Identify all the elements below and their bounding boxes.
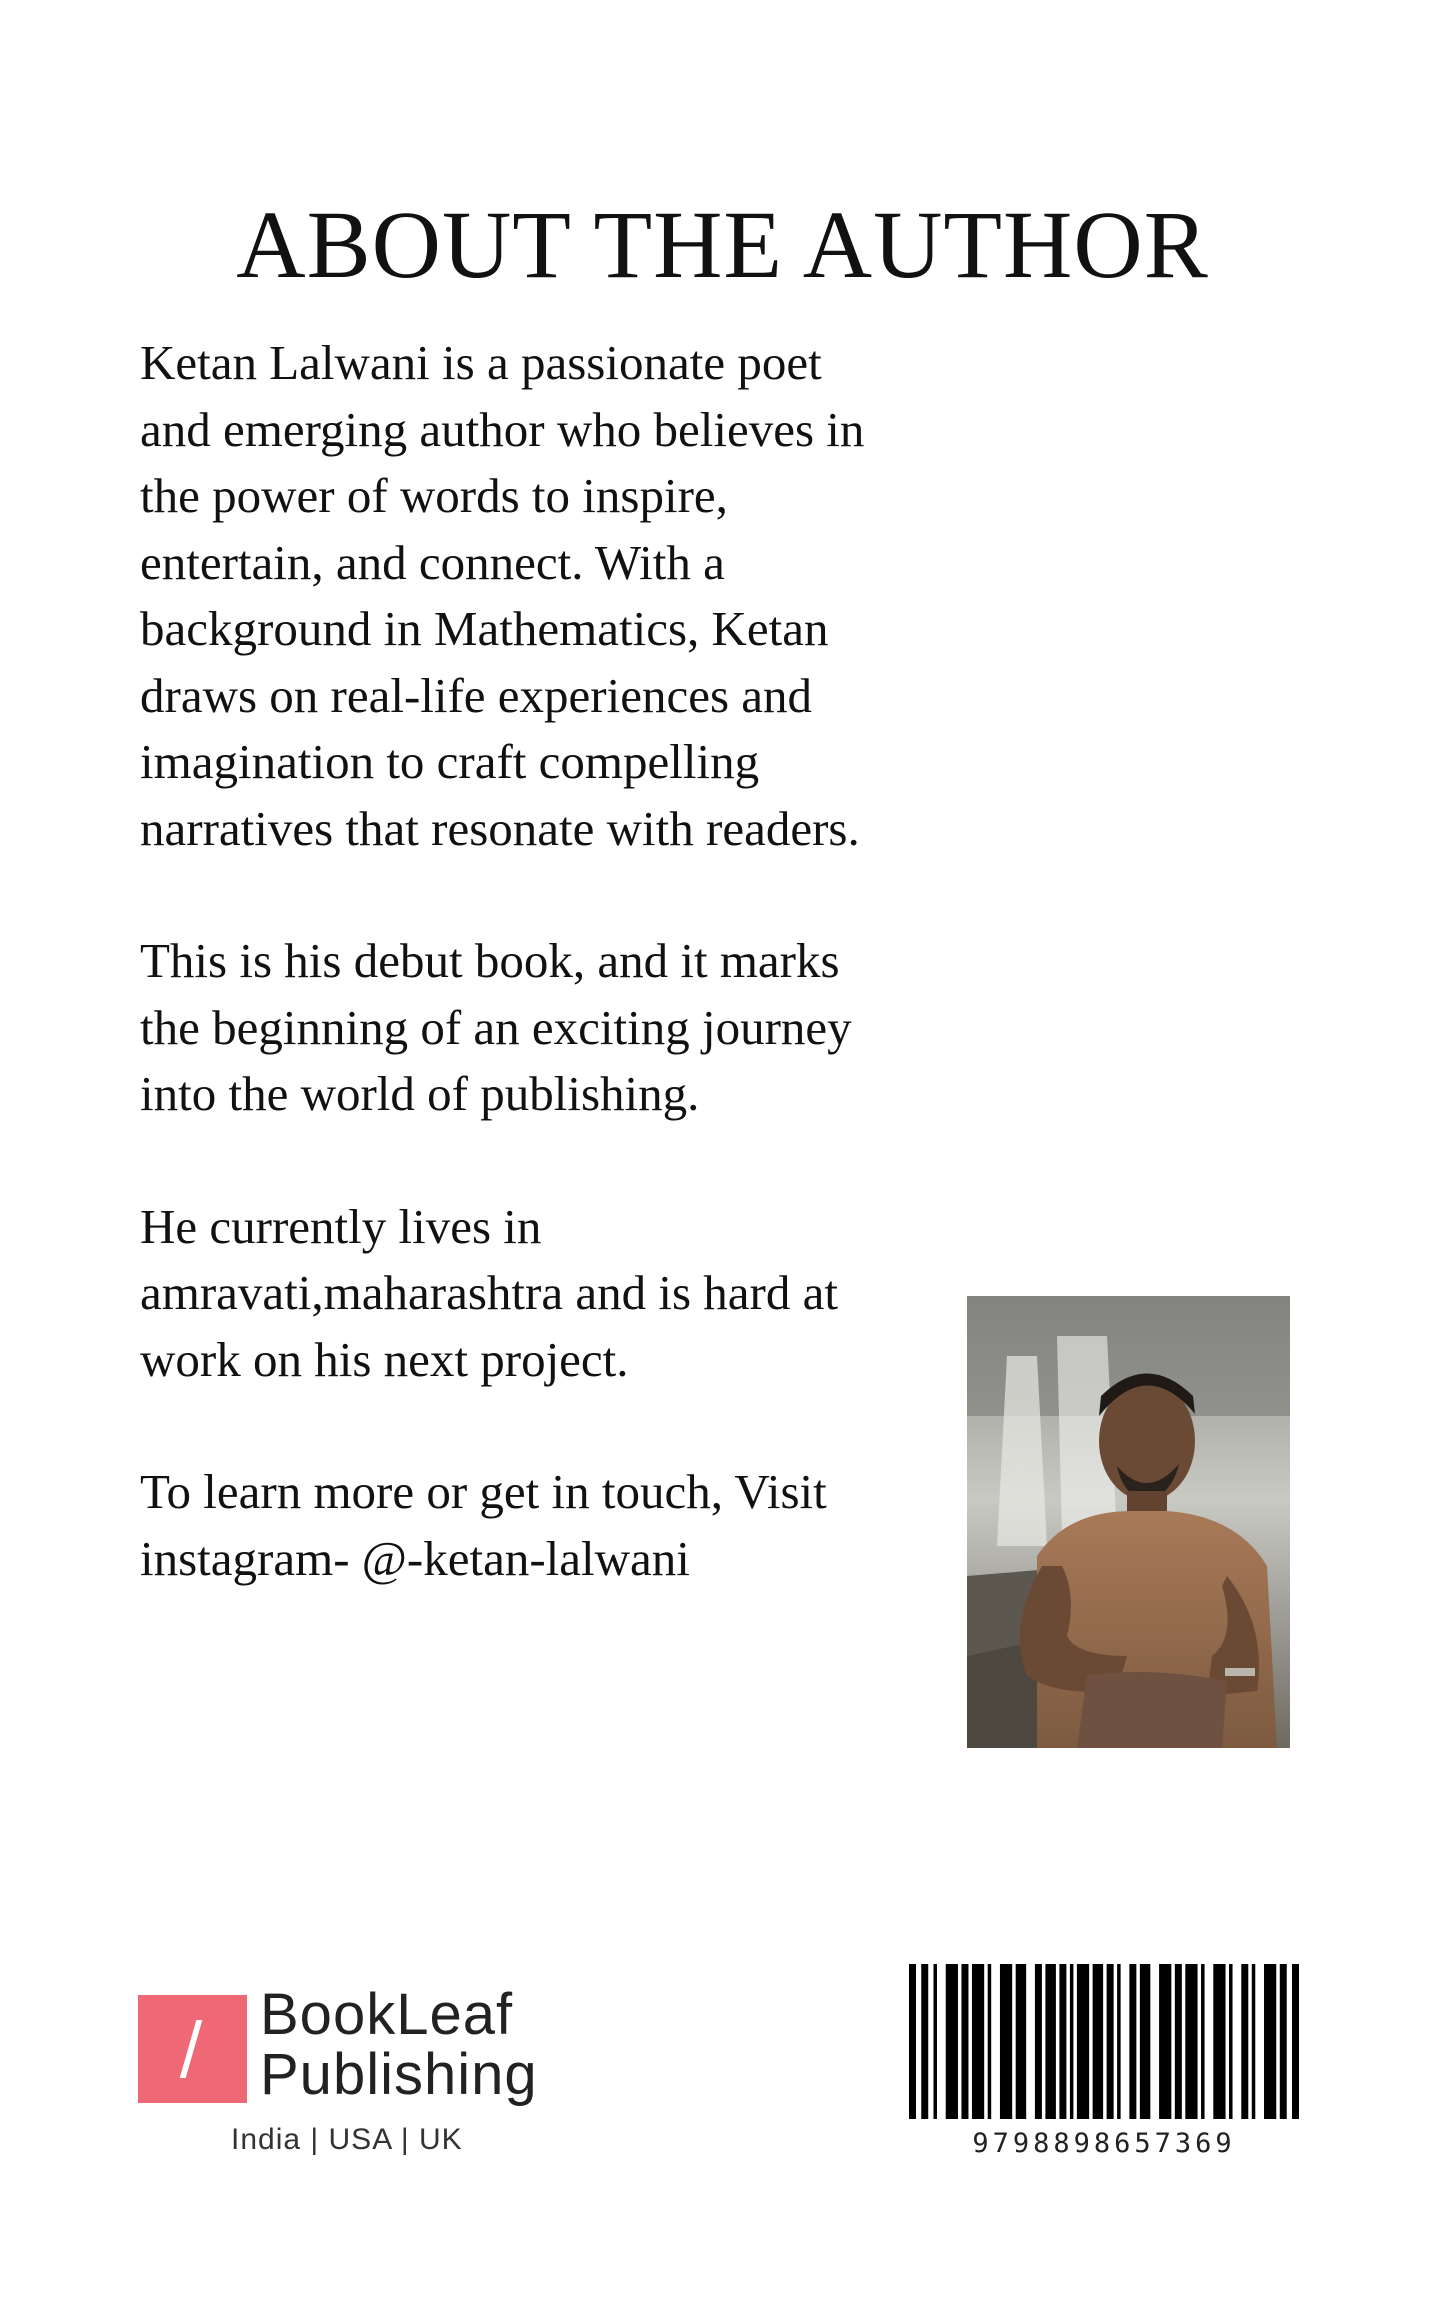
barcode-bar <box>1059 1964 1066 2119</box>
isbn-number: 9798898657369 <box>972 2128 1236 2159</box>
bio-line: instagram- @-ketan-lalwani <box>140 1530 690 1586</box>
publisher-logo-mark <box>138 1995 247 2103</box>
bio-line: This is his debut book, and it marks <box>140 933 840 988</box>
barcode-bar <box>1252 1964 1256 2119</box>
bio-line: imagination to craft compelling <box>140 734 760 789</box>
barcode-bar <box>1175 1964 1182 2119</box>
barcode-bar <box>1264 1964 1276 2119</box>
bio-paragraph-2 <box>140 928 920 1128</box>
bio-paragraph-3 <box>140 1194 920 1394</box>
bio-line: To learn more or get in touch, Visit <box>140 1464 827 1519</box>
bio-line: He currently lives in <box>140 1198 542 1254</box>
barcode-bar <box>1016 1964 1026 2119</box>
barcode-bar <box>1201 1964 1205 2119</box>
barcode-bar <box>1000 1964 1012 2119</box>
author-photo <box>967 1296 1290 1748</box>
barcode-bar <box>1159 1964 1171 2119</box>
bio-line: draws on real-life experiences and <box>140 667 813 723</box>
barcode-bar <box>1185 1964 1197 2119</box>
barcode-bar <box>1241 1964 1248 2119</box>
slash-icon <box>180 2020 203 2078</box>
barcode-bar <box>909 1964 916 2119</box>
bio-line: Ketan Lalwani is a passionate poet <box>140 335 822 390</box>
barcode-bar <box>1093 1964 1103 2119</box>
bio-line: and emerging author who believes in <box>140 401 865 457</box>
publisher-regions: India | USA | UK <box>231 2123 463 2156</box>
bio-line: work on his next project. <box>140 1331 629 1387</box>
barcode-bar <box>1213 1964 1225 2119</box>
barcode-bar <box>1129 1964 1136 2119</box>
barcode-bar <box>1045 1964 1055 2119</box>
publisher-name <box>260 1982 538 2107</box>
bio-line: background in Mathematics, Ketan <box>140 601 829 656</box>
barcode-bar <box>1077 1964 1089 2119</box>
bio-line: amravati,maharashtra and is hard at <box>140 1265 838 1320</box>
bio-line: narratives that resonate with readers. <box>140 800 860 856</box>
barcode-bar <box>972 1964 984 2119</box>
author-bio <box>140 330 920 1658</box>
bio-line: into the world of publishing. <box>140 1066 700 1121</box>
barcode-bar <box>1280 1964 1287 2119</box>
bio-line: entertain, and connect. With a <box>140 534 725 590</box>
barcode <box>909 1964 1299 2119</box>
publisher-name-line2: Publishing <box>260 2042 538 2107</box>
bio-line: the power of words to inspire, <box>140 468 728 523</box>
barcode-bar <box>1107 1964 1114 2119</box>
barcode-bar <box>946 1964 958 2119</box>
barcode-bar <box>988 1964 992 2119</box>
bio-line: the beginning of an exciting journey <box>140 999 852 1055</box>
page-title: ABOUT THE AUTHOR <box>236 191 1209 298</box>
barcode-bar <box>1229 1964 1233 2119</box>
barcode-bar <box>1140 1964 1150 2119</box>
bio-paragraph-1 <box>140 330 920 862</box>
bio-paragraph-4 <box>140 1459 920 1592</box>
barcode-bar <box>1035 1964 1042 2119</box>
publisher-name-line1: BookLeaf <box>260 1982 514 2047</box>
barcode-bar <box>1292 1964 1299 2119</box>
barcode-bar <box>921 1964 928 2119</box>
barcode-bar <box>1117 1964 1121 2119</box>
publisher-logo <box>138 1982 598 2156</box>
barcode-bar <box>961 1964 968 2119</box>
barcode-bar <box>1070 1964 1074 2119</box>
barcode-bar <box>933 1964 937 2119</box>
